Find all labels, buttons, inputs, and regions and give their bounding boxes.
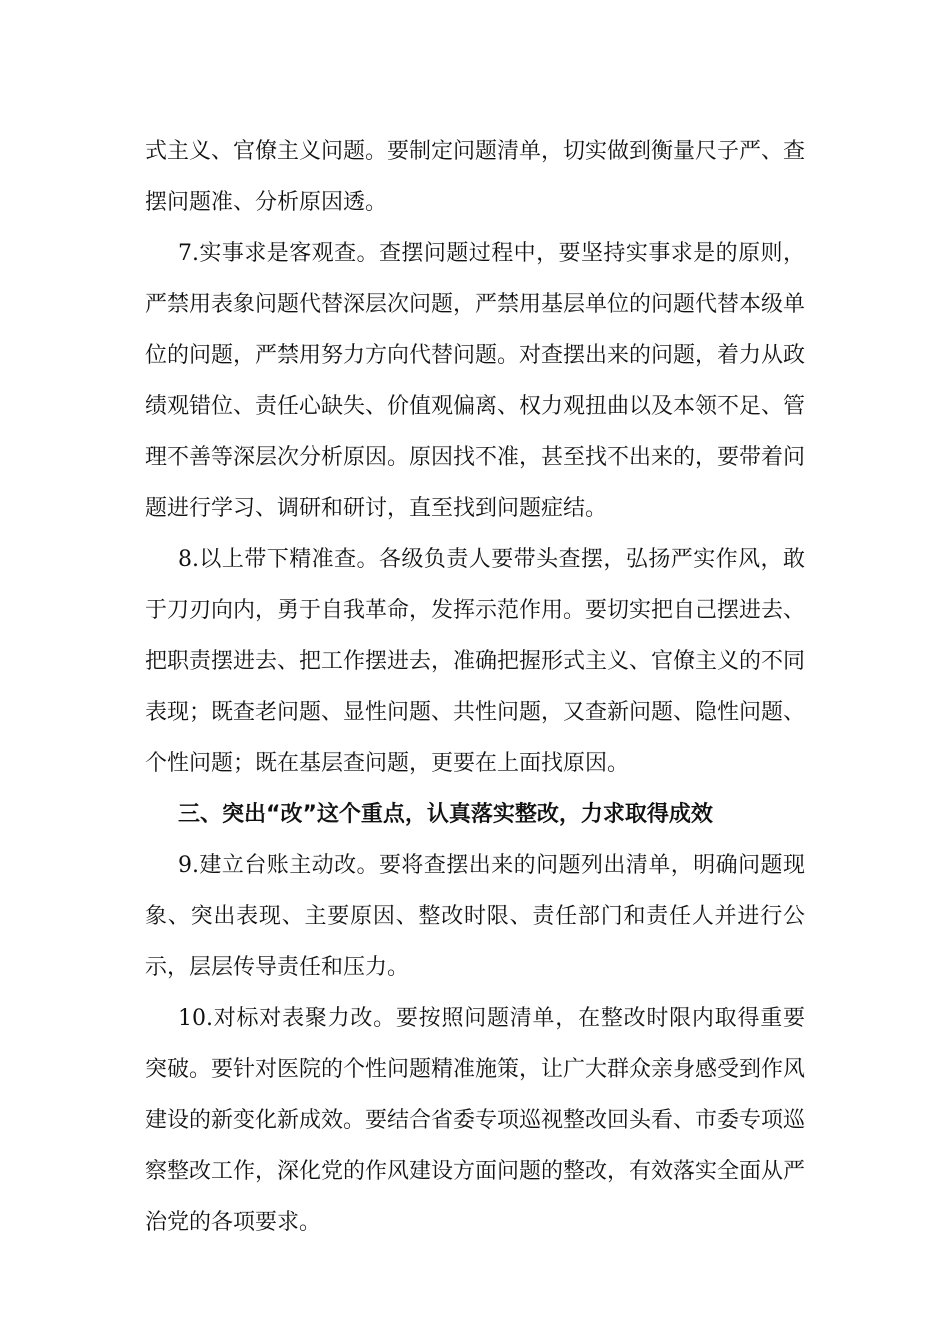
- document-body: [145, 126, 805, 1248]
- paragraph-continuation: 式主义、官僚主义问题。要制定问题清单，切实做到衡量尺子严、查摆问题准、分析原因透。: [145, 139, 806, 215]
- paragraph-item-10: 10.对标对表聚力改。要按照问题清单，在整改时限内取得重要突破。要针对医院的个性问题精准施策，让广大群众亲身感受到作风建设的新变化新成效。要结合省委专项巡视整改回头看、市委专项巡察整改工作，深化党的作风建设方面问题的整改，有效落实全面从严治党的各项要求。: [145, 1006, 806, 1235]
- paragraph-item-9: 9.建立台账主动改。要将查摆出来的问题列出清单，明确问题现象、突出表现、主要原因、整改时限、责任部门和责任人并进行公示，层层传导责任和压力。: [145, 853, 805, 980]
- paragraph-item-7: 7.实事求是客观查。查摆问题过程中，要坚持实事求是的原则，严禁用表象问题代替深层次问题，严禁用基层单位的问题代替本级单位的问题，严禁用努力方向代替问题。对查摆出来的问题，着力从政绩观错位、责任心缺失、价值观偏离、权力观扭曲以及本领不足、管理不善等深层次分析原因。原因找不准，甚至找不出来的，要带着问题进行学习、调研和研讨，直至找到问题症结。: [145, 241, 806, 521]
- paragraph-item-8: 8.以上带下精准查。各级负责人要带头查摆，弘扬严实作风，敢于刀刃向内，勇于自我革命，发挥示范作用。要切实把自己摆进去、把职责摆进去、把工作摆进去，准确把握形式主义、官僚主义的不同表现；既查老问题、显性问题、共性问题，又查新问题、隐性问题、个性问题；既在基层查问题，更要在上面找原因。: [145, 547, 806, 776]
- section-heading-3: 三、突出“改”这个重点，认真落实整改，力求取得成效: [178, 802, 713, 827]
